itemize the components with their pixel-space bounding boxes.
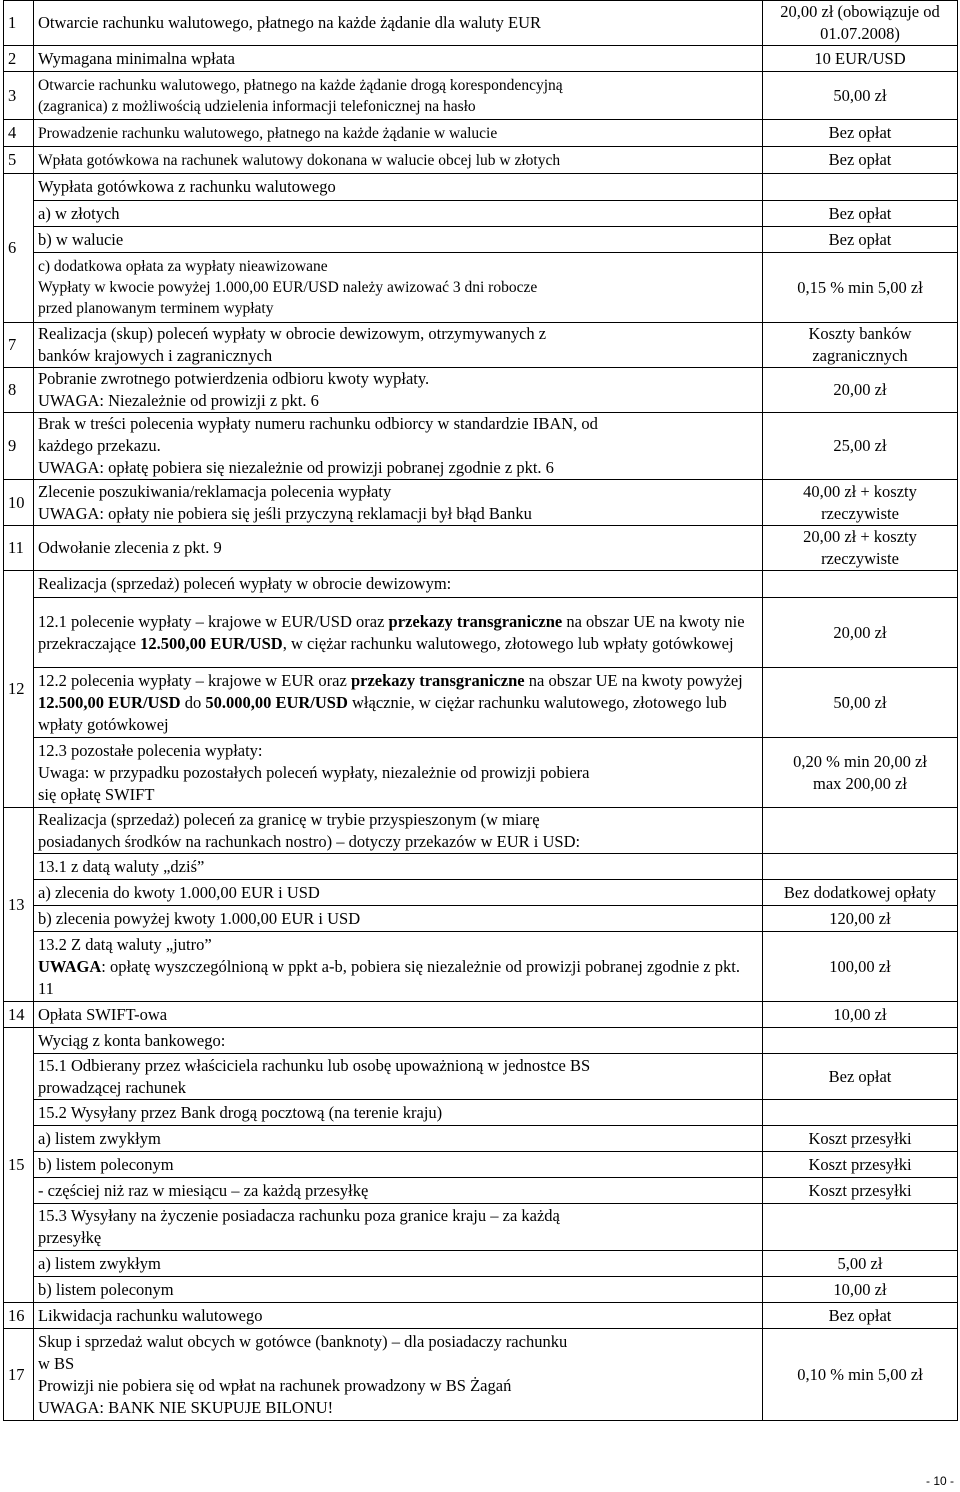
row-description: Odwołanie zlecenia z pkt. 9 [34, 526, 763, 571]
row-price: Bez opłat [763, 227, 958, 253]
row-description: Pobranie zwrotnego potwierdzenia odbioru kwoty wypłaty. UWAGA: Niezależnie od prowizji z pkt. 6 [34, 368, 763, 413]
row-description: b) listem poleconym [34, 1152, 763, 1178]
row-description: Wyciąg z konta bankowego: [34, 1028, 763, 1054]
table-row [4, 1126, 958, 1152]
row-number: 1 [4, 1, 34, 46]
row-price: Bez opłat [763, 147, 958, 174]
row-description: 13.2 Z datą waluty „jutro” UWAGA: opłatę wyszczególnioną w ppkt a-b, pobiera się niezależnie od prowizji pobranej zgodnie z pkt. 11 [34, 932, 763, 1002]
row-description: Opłata SWIFT-owa [34, 1002, 763, 1028]
table-row [4, 46, 958, 72]
row-number: 6 [4, 174, 34, 323]
row-description: Otwarcie rachunku walutowego, płatnego na każde żądanie dla waluty EUR [34, 1, 763, 46]
row-price: 0,20 % min 20,00 zł max 200,00 zł [763, 738, 958, 808]
table-row [4, 147, 958, 174]
row-price: 20,00 zł [763, 368, 958, 413]
row-price: Koszt przesyłki [763, 1178, 958, 1204]
row-price: 50,00 zł [763, 668, 958, 738]
row-description: 15.3 Wysyłany na życzenie posiadacza rachunku poza granice kraju – za każdą przesyłkę [34, 1204, 763, 1251]
table-row [4, 72, 958, 120]
row-number: 15 [4, 1028, 34, 1303]
fee-table [3, 0, 958, 1421]
row-price [763, 1100, 958, 1126]
table-row [4, 1303, 958, 1329]
table-row [4, 120, 958, 147]
table-row [4, 1204, 958, 1251]
row-description: 12.1 polecenie wypłaty – krajowe w EUR/USD oraz przekazy transgraniczne na obszar UE na kwoty nie przekraczające 12.500,00 EUR/USD, w ciężar rachunku walutowego, złotowego lub wpłaty gotówkowej [34, 598, 763, 668]
row-description: b) zlecenia powyżej kwoty 1.000,00 EUR i USD [34, 906, 763, 932]
table-row [4, 1, 958, 46]
row-description: a) zlecenia do kwoty 1.000,00 EUR i USD [34, 880, 763, 906]
table-row [4, 906, 958, 932]
row-price [763, 1028, 958, 1054]
table-row [4, 1178, 958, 1204]
row-price [763, 854, 958, 880]
row-description: Skup i sprzedaż walut obcych w gotówce (banknoty) – dla posiadaczy rachunku w BS Prowizji nie pobiera się od wpłat na rachunek prowadzony w BS Żagań UWAGA: BANK NIE SKUPUJE BILONU! [34, 1329, 763, 1421]
row-price [763, 571, 958, 598]
row-description: 12.3 pozostałe polecenia wypłaty: Uwaga: w przypadku pozostałych poleceń wypłaty, niezależnie od prowizji pobiera się opłatę SWIFT [34, 738, 763, 808]
row-number: 5 [4, 147, 34, 174]
table-row [4, 323, 958, 368]
row-description: 15.2 Wysyłany przez Bank drogą pocztową (na terenie kraju) [34, 1100, 763, 1126]
row-description: Wpłata gotówkowa na rachunek walutowy dokonana w walucie obcej lub w złotych [34, 147, 763, 174]
row-number: 7 [4, 323, 34, 368]
row-description: Prowadzenie rachunku walutowego, płatnego na każde żądanie w walucie [34, 120, 763, 147]
row-price: 10,00 zł [763, 1277, 958, 1303]
row-number: 16 [4, 1303, 34, 1329]
row-description: Wymagana minimalna wpłata [34, 46, 763, 72]
row-price: Bez opłat [763, 1054, 958, 1100]
table-row [4, 227, 958, 253]
row-description: Otwarcie rachunku walutowego, płatnego na każde żądanie drogą korespondencyjną (zagranica) z możliwością udzielenia informacji telefonicznej na hasło [34, 72, 763, 120]
row-price: 0,10 % min 5,00 zł [763, 1329, 958, 1421]
row-number: 14 [4, 1002, 34, 1028]
row-price: 10,00 zł [763, 1002, 958, 1028]
row-price: 20,00 zł [763, 598, 958, 668]
row-number: 11 [4, 526, 34, 571]
row-description: 12.2 polecenia wypłaty – krajowe w EUR oraz przekazy transgraniczne na obszar UE na kwoty powyżej 12.500,00 EUR/USD do 50.000,00 EUR/USD włącznie, w ciężar rachunku walutowego, złotowego lub wpłaty gotówkowej [34, 668, 763, 738]
row-description: c) dodatkowa opłata za wypłaty nieawizowane Wypłaty w kwocie powyżej 1.000,00 EUR/USD należy awizować 3 dni robocze przed planowanym terminem wypłaty [34, 253, 763, 323]
table-row [4, 480, 958, 526]
table-row [4, 201, 958, 227]
row-number: 8 [4, 368, 34, 413]
row-price: Bez opłat [763, 201, 958, 227]
row-price: 20,00 zł + koszty rzeczywiste [763, 526, 958, 571]
row-price: Koszt przesyłki [763, 1152, 958, 1178]
row-price: Bez opłat [763, 1303, 958, 1329]
row-price: Bez dodatkowej opłaty [763, 880, 958, 906]
row-description: Realizacja (sprzedaż) poleceń wypłaty w obrocie dewizowym: [34, 571, 763, 598]
table-row [4, 174, 958, 201]
table-row [4, 854, 958, 880]
row-price: 20,00 zł (obowiązuje od 01.07.2008) [763, 1, 958, 46]
row-price: 0,15 % min 5,00 zł [763, 253, 958, 323]
row-price: Bez opłat [763, 120, 958, 147]
table-row [4, 1152, 958, 1178]
row-description: - częściej niż raz w miesiącu – za każdą przesyłkę [34, 1178, 763, 1204]
table-row [4, 668, 958, 738]
row-description: Zlecenie poszukiwania/reklamacja polecenia wypłaty UWAGA: opłaty nie pobiera się jeśli przyczyną reklamacji był błąd Banku [34, 480, 763, 526]
row-description: Brak w treści polecenia wypłaty numeru rachunku odbiorcy w standardzie IBAN, od każdego przekazu. UWAGA: opłatę pobiera się niezależnie od prowizji pobranej zgodnie z pkt. 6 [34, 413, 763, 480]
row-number: 12 [4, 571, 34, 808]
row-description: a) listem zwykłym [34, 1251, 763, 1277]
row-price: 5,00 zł [763, 1251, 958, 1277]
row-price: 40,00 zł + koszty rzeczywiste [763, 480, 958, 526]
row-description: a) w złotych [34, 201, 763, 227]
row-number: 9 [4, 413, 34, 480]
row-price [763, 1204, 958, 1251]
row-price: Koszt przesyłki [763, 1126, 958, 1152]
table-row [4, 1329, 958, 1421]
table-row [4, 880, 958, 906]
table-row [4, 253, 958, 323]
row-number: 13 [4, 808, 34, 1002]
row-number: 4 [4, 120, 34, 147]
row-description: a) listem zwykłym [34, 1126, 763, 1152]
table-row [4, 738, 958, 808]
row-price: 50,00 zł [763, 72, 958, 120]
table-row [4, 1054, 958, 1100]
row-description: Likwidacja rachunku walutowego [34, 1303, 763, 1329]
row-price: 120,00 zł [763, 906, 958, 932]
table-row [4, 1028, 958, 1054]
row-description: Realizacja (sprzedaż) poleceń za granicę w trybie przyspieszonym (w miarę posiadanych środków na rachunkach nostro) – dotyczy przekazów w EUR i USD: [34, 808, 763, 854]
row-price: 100,00 zł [763, 932, 958, 1002]
page-number: - 10 - [925, 1474, 954, 1488]
table-row [4, 598, 958, 668]
row-description: 13.1 z datą waluty „dziś” [34, 854, 763, 880]
row-description: b) w walucie [34, 227, 763, 253]
table-row [4, 808, 958, 854]
table-row [4, 413, 958, 480]
row-price: 10 EUR/USD [763, 46, 958, 72]
table-row [4, 1277, 958, 1303]
row-price [763, 808, 958, 854]
row-price [763, 174, 958, 201]
table-row [4, 1251, 958, 1277]
row-description: b) listem poleconym [34, 1277, 763, 1303]
row-number: 10 [4, 480, 34, 526]
row-description: 15.1 Odbierany przez właściciela rachunku lub osobę upoważnioną w jednostce BS prowadzącej rachunek [34, 1054, 763, 1100]
table-row [4, 932, 958, 1002]
table-row [4, 571, 958, 598]
row-number: 2 [4, 46, 34, 72]
table-row [4, 1002, 958, 1028]
row-number: 17 [4, 1329, 34, 1421]
row-price: 25,00 zł [763, 413, 958, 480]
row-description: Realizacja (skup) poleceń wypłaty w obrocie dewizowym, otrzymywanych z banków krajowych i zagranicznych [34, 323, 763, 368]
table-row [4, 1100, 958, 1126]
row-description: Wypłata gotówkowa z rachunku walutowego [34, 174, 763, 201]
row-number: 3 [4, 72, 34, 120]
table-row [4, 526, 958, 571]
table-row [4, 368, 958, 413]
row-price: Koszty banków zagranicznych [763, 323, 958, 368]
